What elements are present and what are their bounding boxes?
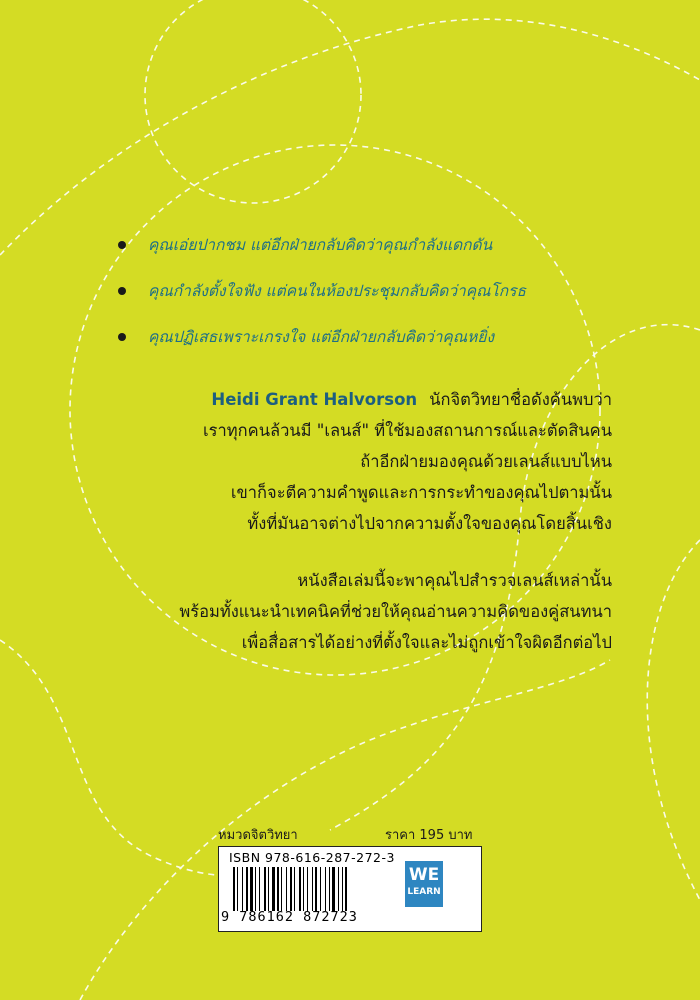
publisher-logo [405, 861, 443, 907]
book-category: หมวดจิตวิทยา [218, 828, 298, 843]
paragraph-line [203, 384, 612, 415]
description-paragraph-1 [203, 384, 612, 539]
paragraph-text: นักจิตวิทยาชื่อดังค้นพบว่า [429, 390, 612, 409]
bullet-dot-icon [118, 241, 126, 249]
logo-text-top: WE [408, 865, 440, 885]
paragraph-line: ทั้งที่มันอาจต่างไปจากความตั้งใจของคุณโดยสิ้นเชิง [247, 514, 612, 533]
isbn-number: ISBN 978-616-287-272-3 [229, 850, 395, 865]
paragraph-line: เขาก็จะตีความคำพูดและการกระทำของคุณไปตามนั้น [230, 483, 612, 502]
author-name: Heidi Grant Halvorson [211, 390, 418, 409]
paragraph-line: เราทุกคนล้วนมี "เลนส์" ที่ใช้มองสถานการณ์และตัดสินคน [203, 421, 612, 440]
bullet-text: คุณกำลังตั้งใจฟัง แต่คนในห้องประชุมกลับคิดว่าคุณโกรธ [148, 282, 526, 300]
paragraph-line: ถ้าอีกฝ่ายมองคุณด้วยเลนส์แบบไหน [360, 452, 612, 471]
paragraph-line: หนังสือเล่มนี้จะพาคุณไปสำรวจเลนส์เหล่านั้น [297, 571, 612, 590]
right-bottom-dashed-curve [647, 540, 700, 900]
top-dashed-curve [0, 19, 700, 255]
barcode-digits: 9 786162 872723 [221, 909, 358, 925]
barcode-panel [218, 846, 482, 932]
small-dashed-circle [145, 0, 361, 203]
description-paragraph-2 [179, 565, 612, 658]
paragraph-line: พร้อมทั้งแนะนำเทคนิคที่ช่วยให้คุณอ่านความคิดของคู่สนทนา [179, 602, 612, 621]
bullet-text: คุณเอ่ยปากชม แต่อีกฝ่ายกลับคิดว่าคุณกำลังแดกดัน [148, 236, 493, 254]
bullet-dot-icon [118, 333, 126, 341]
bullet-list [118, 232, 678, 370]
book-price: ราคา 195 บาท [385, 828, 473, 843]
bullet-dot-icon [118, 287, 126, 295]
barcode-icon [233, 867, 399, 911]
bottom-dashed-curve [80, 660, 610, 1000]
paragraph-line: เพื่อสื่อสารได้อย่างที่ตั้งใจและไม่ถูกเข้าใจผิดอีกต่อไป [241, 633, 612, 652]
bullet-item [118, 232, 678, 258]
bullet-item [118, 324, 678, 350]
bullet-text: คุณปฏิเสธเพราะเกรงใจ แต่อีกฝ่ายกลับคิดว่าคุณหยิ่ง [148, 328, 495, 346]
bullet-item [118, 278, 678, 304]
logo-text-bottom: LEARN [407, 887, 441, 897]
